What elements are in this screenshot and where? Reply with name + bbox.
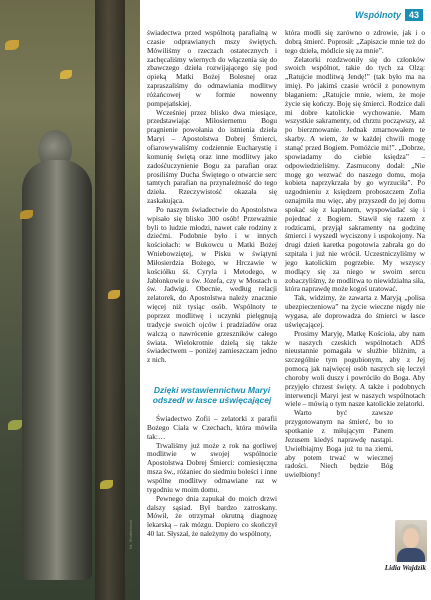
autumn-leaf bbox=[60, 70, 72, 79]
paragraph: która modli się zarówno o zdrowie, jak i o dobrą śmierć. Poprosił: „Zapiszcie mnie też do tego dzieła, módlcie się za mnie”. bbox=[285, 28, 425, 55]
autumn-leaf bbox=[8, 420, 22, 430]
paragraph: Po naszym świadectwie do Apostolstwa wpisało się blisko 300 osób! Przeważnie byli to ludzie młodzi, nawet całe rodziny z dziećmi. Podobnie było i w innych kościołach: w Bukowcu u Matki Bożej Wniebowziętej, w Pisku w świątyni Miłosierdzia Bożego, w Hrczawie w kościółku śś. Cyryla i Metodego, w Jabłonkowie u św. Józefa, czy w Mostach u św. Jadwigi. Obecnie, według relacji zelatorek, do Apostolstwa należy znacznie więcej niż tysiąc osób. Wspólnoty te poprzez modlitwę i uczynki pielęgnują tradycje swoich ojców i pradziadów oraz walczą o nawrócenie grzeszników całego świata. Wielokrotnie dzielą się także świadectwem – poniżej zamieszczam jedno z nich. bbox=[147, 204, 277, 365]
autumn-leaf bbox=[108, 290, 120, 299]
tree-trunk bbox=[95, 0, 125, 600]
paragraph: Trwaliśmy już może z rok na gorliwej modlitwie w swojej wspólnocie Apostolstwa Dobrej Śmierci: comiesięczna msza św., różaniec do siedmiu boleści i inne wspólne modlitwy odmawiane raz w tygodniu w moim domu. bbox=[147, 440, 277, 494]
photo-credit: fot. Shutterstock bbox=[128, 520, 133, 549]
autumn-leaf bbox=[5, 40, 19, 50]
autumn-leaf bbox=[100, 480, 113, 489]
article-column-left bbox=[147, 29, 277, 539]
author-face bbox=[403, 528, 419, 548]
author-name: Lidia Wajdzik bbox=[384, 563, 426, 572]
cemetery-statue-photo bbox=[0, 0, 140, 600]
page-header bbox=[355, 8, 423, 22]
author-photo bbox=[395, 520, 427, 562]
section-subheading: Dzięki wstawiennictwu Maryi odszedł w łasce uświęcającej bbox=[152, 385, 272, 406]
paragraph: Pewnego dnia zapukał do moich drzwi dalszy sąsiad. Był bardzo zatroskany. Mówił, że otrzymał okrutną diagnozę lekarską – rak mózgu. Dopiero co skończył 40 lat. Słyszał, że należymy do wspólnoty, bbox=[147, 493, 277, 539]
section-name: Wspólnoty bbox=[355, 10, 401, 20]
paragraph: świadectwa przed wspólnotą parafialną w czasie odprawianych mszy świętych. Mówiliśmy o rzeczach ostatecznych i zachęcaliśmy wiernych do włączenia się do zbawczego dzieła rozwijającego się pod opieką Matki Bożej Bolesnej oraz zapraszaliśmy do odmawiania modlitwy różańcowej w formie nowenny pompejańskiej. bbox=[147, 28, 277, 108]
autumn-leaf bbox=[20, 210, 33, 219]
paragraph: Zelatorki rozdzwoniły się do członków swoich wspólnot, takie do tych za Olzą: „Ratujcie modlitwą Jendę!” (tak było ma na imię). Po jakimś czasie wrócił z ponownym błaganiem: „Ratujcie mnie, wiem, że moje życie się kończy. Boję się śmierci. Rodzice dali mi dobre katolickie wychowanie. Mam wszystkie sakramenty, od chrztu począwszy, aż po bierzmowanie. Jednak zmarnowałem te skarby. A wiem, że w każdej chwili mogę stanąć przed Bogiem. Pomóżcie mi!”. „Dobrze, spowiadamy do ciebie księdza” – odpowiedzieliśmy. Zasmucony dodał: „Nie mogę go wezwać do naszego domu, moja kobieta naprzykrzała by go wyrzuciła”. Po uzgodnieniu z księdzem proboszczem Zofia oznajmiła mu więc, aby przyszedł do jej domu spokać się z kapłanem, wyspowiadać się i pojednać z Bogiem. Stawił się razem z rodzicami, przyjął sakramenty na godzinę śmierci i wyszedł wyciszony i uspokojony. Na drugi dzień karetka pogotowia zabrała go do szpitala i już nie wrócił. Uczestniczyliśmy w jego katolickim pogrzebie. My wszyscy modlący się za niego w swoim sercu zobaczyliśmy, że modlitwa to niewidzialna siła, która naprawdę może kogoś uratować. bbox=[285, 54, 425, 294]
author-body bbox=[397, 548, 425, 562]
paragraph: Wcześniej przez blisko dwa miesiące, przedstawiając Miłosiernemu Bogu pragnienie powołania do istnienia dzieła Maryi – Apostolstwa Dobrej Śmierci, ofiarowywaliśmy codziennie Eucharystię i komunię świętą oraz inne modlitwy jako zadośćuczynienie Bogu za parafian oraz prosiliśmy Ducha Świętego o otwarcie serc tamtych parafian na przynależność do tego dzieła. Rzeczywistość okazała się zaskakująca. bbox=[147, 107, 277, 206]
paragraph: Świadectwo Zofii – zelatorki z parafii Bożego Ciała w Czechach, która mówiła tak:… bbox=[147, 414, 277, 441]
paragraph: Prosimy Maryję, Matkę Kościoła, aby nam w naszych czeskich wspólnotach ADŚ nieustannie pomagała w służbie bliźnim, a szczególnie tym pogubionym, aby z Jej pomocą jak najwięcej osób naszych się leczył choroby woli duszy i powróciło do Boga. Aby przyjęło chrzest święty. A także i podobnych interwencji Maryi jest w naszych wspólnotach wiele – mówią o tym nasze katolickie zelatorki. bbox=[285, 328, 425, 409]
statue-figure bbox=[22, 160, 92, 580]
page-number: 43 bbox=[405, 9, 423, 21]
paragraph: Tak, widzimy, że zawarta z Maryją „polisa ubezpieczeniowa” na życie wieczne nigdy nie wygasa, ale doprowadza do śmierci w łasce uświęcającej. bbox=[285, 293, 425, 329]
paragraph: Warto być zawsze przygotowanym na śmierć, bo to spotkanie z miłującym Panem Jezusem kiedyś naprawdę nastąpi. Uwielbiajmy Boga już tu na ziemi, aby potem trwać w wiecznej radości. Niech będzie Bóg uwielbiony! bbox=[285, 408, 393, 480]
article-column-right bbox=[285, 29, 425, 480]
